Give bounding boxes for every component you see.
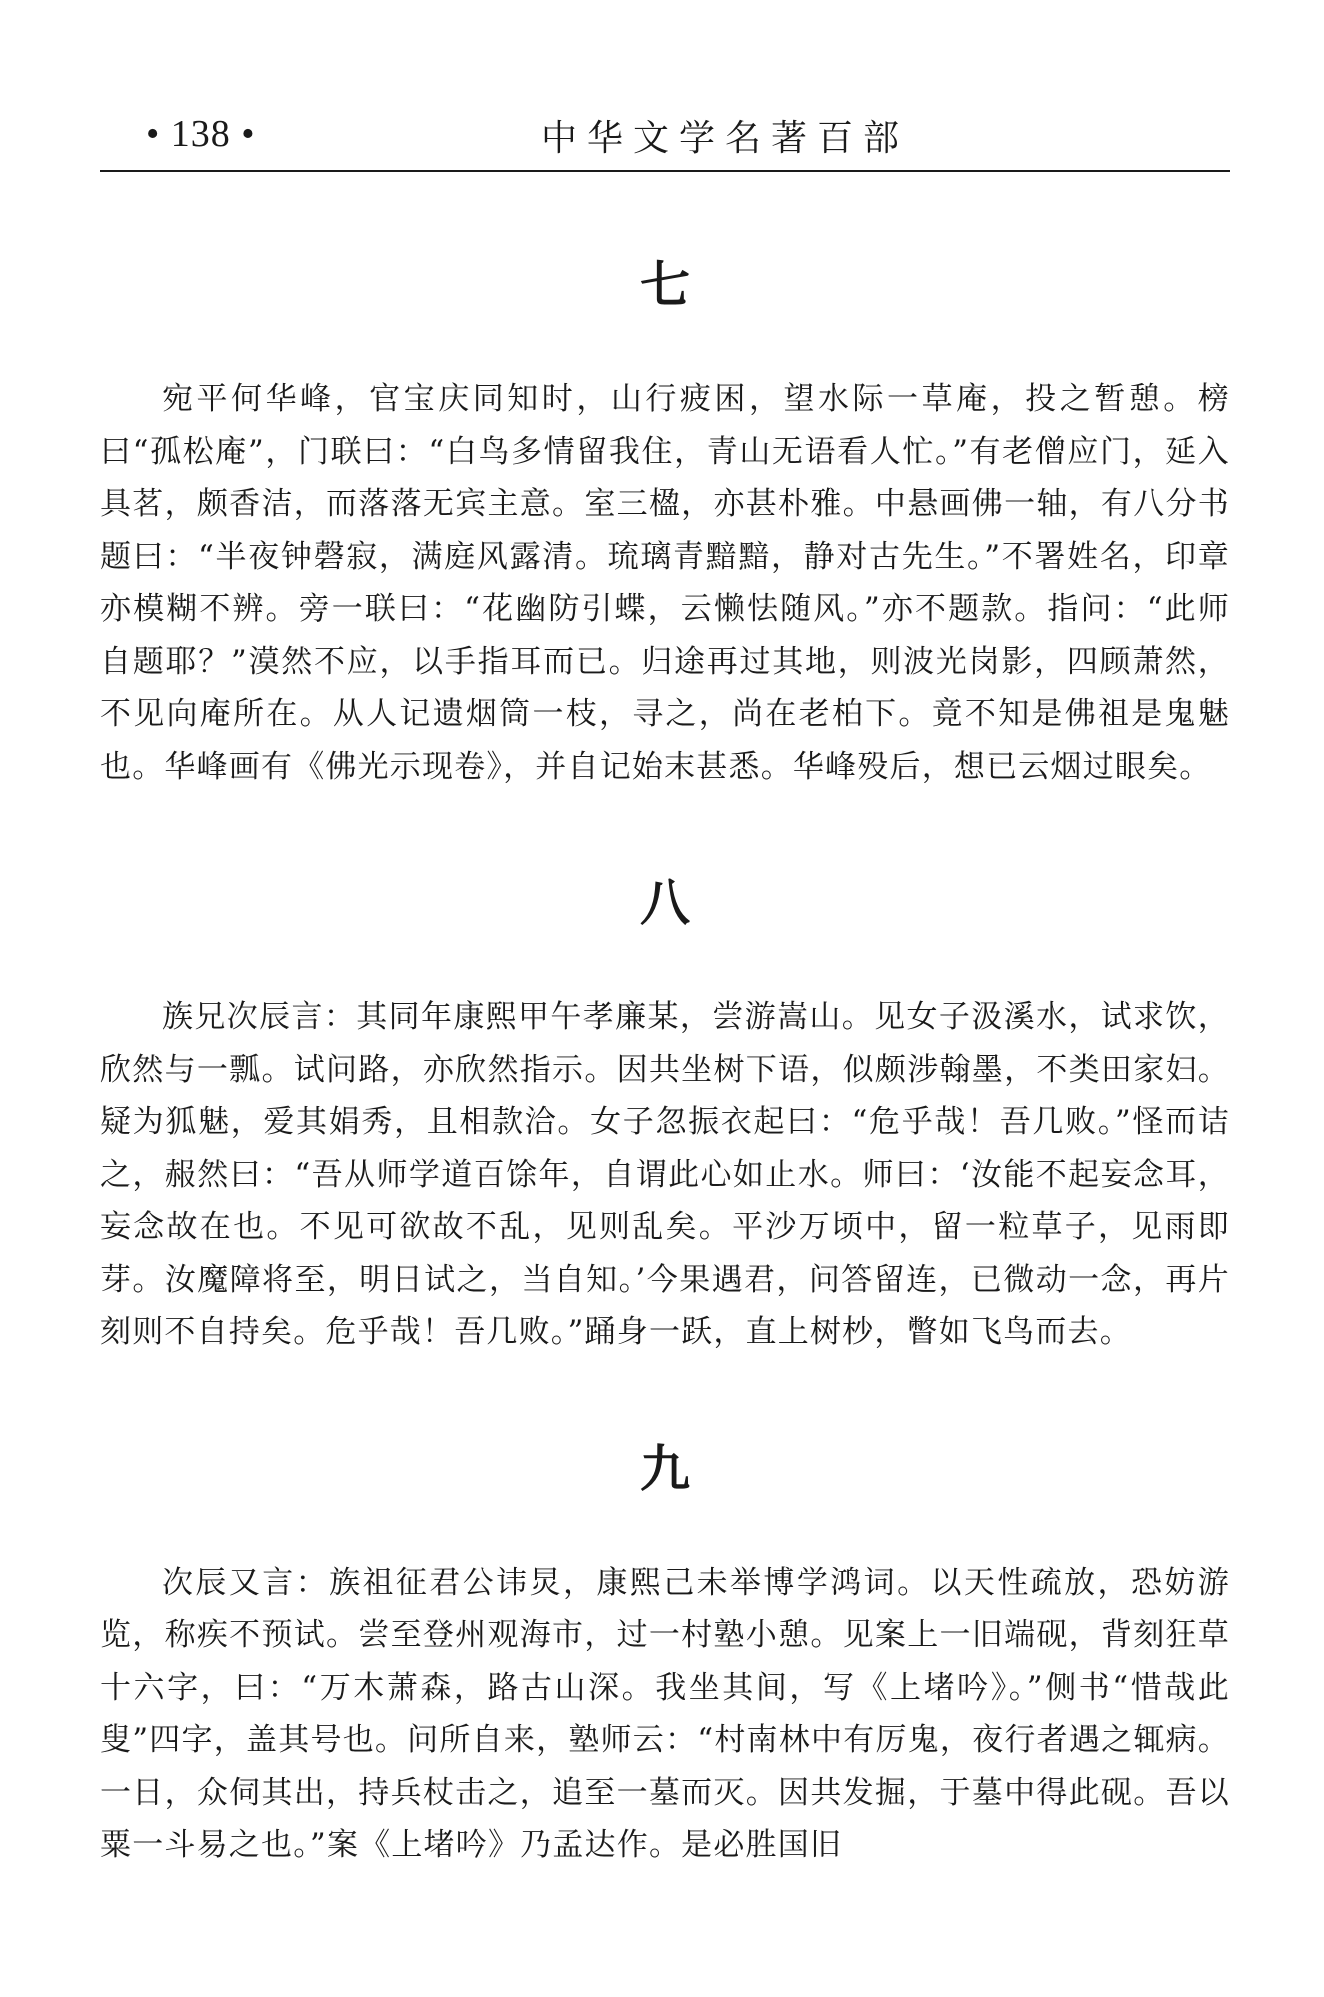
section-title: 七 xyxy=(640,256,690,314)
section-title: 九 xyxy=(640,1439,690,1498)
section-paragraph: 宛平何华峰，官宝庆同知时，山行疲困，望水际一草庵，投之暂憩。榜曰“孤松庵”，门联曰：“白鸟多情留我住，青山无语看人忙。”有老僧应门，延入具茗，颇香洁，而落落无宾主意。室三楹，亦甚朴雅。中悬画佛一轴，有八分书题曰：“半夜钟磬寂，满庭风露清。琉璃青黯黯，静对古先生。”不署姓名，印章亦模糊不辨。旁一联曰：“花幽防引蝶，云懒怯随风。”亦不题款。指问：“此师自题耶？”漠然不应，以手指耳而已。归途再过其地，则波光岗影，四顾萧然，不见向庵所在。从人记遗烟筒一枝，寻之，尚在老柏下。竟不知是佛祖是鬼魅也。华峰画有《佛光示现卷》，并自记始末甚悉。华峰殁后，想已云烟过眼矣。 xyxy=(100,381,1230,785)
section-eight xyxy=(100,873,1230,1359)
section-seven xyxy=(100,255,1230,793)
section-title: 八 xyxy=(640,874,690,932)
page-body xyxy=(100,255,1230,1952)
section-paragraph: 次辰又言：族祖征君公讳炅，康熙己未举博学鸿词。以天性疏放，恐妨游览，称疾不预试。尝至登州观海市，过一村塾小憩。见案上一旧端砚，背刻狂草十六字，曰：“万木萧森，路古山深。我坐其间，写《上堵吟》。”侧书“惜哉此叟”四字，盖其号也。问所自来，塾师云：“村南林中有厉鬼，夜行者遇之辄病。一日，众伺其出，持兵杖击之，追至一墓而灭。因共发掘，于墓中得此砚。吾以粟一斗易之也。”案《上堵吟》乃孟达作。是必胜国旧 xyxy=(100,1564,1230,1863)
running-title: 中华文学名著百部 xyxy=(540,118,909,159)
page-header xyxy=(100,100,1230,172)
page-number: • 138 • xyxy=(146,113,256,155)
section-paragraph: 族兄次辰言：其同年康熙甲午孝廉某，尝游嵩山。见女子汲溪水，试求饮，欣然与一瓢。试问路，亦欣然指示。因共坐树下语，似颇涉翰墨，不类田家妇。疑为狐魅，爱其娟秀，且相款洽。女子忽振衣起曰：“危乎哉！吾几败。”怪而诘之，赧然曰：“吾从师学道百馀年，自谓此心如止水。师曰：‘汝能不起妄念耳，妄念故在也。不见可欲故不乱，见则乱矣。平沙万顷中，留一粒草子，见雨即芽。汝魔障将至，明日试之，当自知。’今果遇君，问答留连，已微动一念，再片刻则不自持矣。危乎哉！吾几败。”踊身一跃，直上树杪，瞥如飞鸟而去。 xyxy=(100,999,1230,1350)
section-nine xyxy=(100,1439,1230,1872)
